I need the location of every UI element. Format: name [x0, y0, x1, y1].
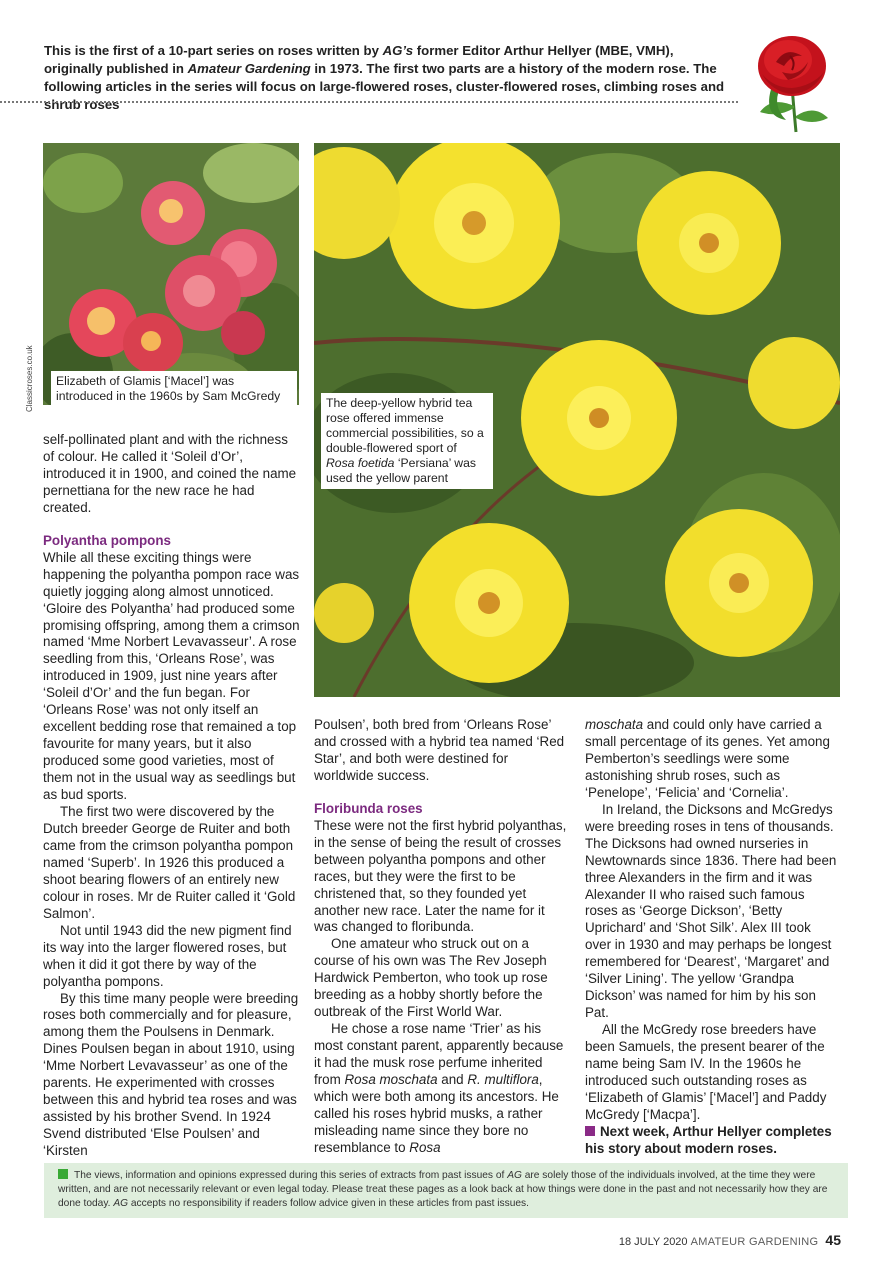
heading-polyantha-pompons: Polyantha pompons — [43, 532, 171, 548]
disclaimer-text-2: are solely those of the individuals involved, at the time they were written, and are not necessarily relevant or even legal today. Please treat these pages as a look back at how things were done in the past and not necessarily how they are done today. — [58, 1170, 828, 1209]
series-intro — [44, 42, 734, 114]
purple-square-icon — [585, 1126, 595, 1136]
disclaimer-ag-1: AG — [507, 1170, 522, 1181]
col1-paragraph-2: The first two were discovered by the Dutch breeder George de Ruiter and both came from the crimson polyantha pompon named ‘Superb’. In 1926 this produced a shoot bearing flowers of an entirely new colour in roses. Mr de Ruiter called it ‘Gold Salmon’. — [43, 804, 296, 921]
disclaimer-ag-2: AG — [113, 1198, 129, 1209]
col2-p3-text-2: and — [437, 1072, 468, 1088]
col2-p3-italic-3: Rosa — [409, 1139, 441, 1155]
col1-paragraph-1: While all these exciting things were happening the polyantha pompon race was quietly jogging along almost unnoticed. ‘Gloire des Polyantha’ had produced some promising offspring, among them a crimson named ‘Mme Norbert Levavasseur’. A rose seedling from this, ‘Orleans Rose’, was introduced in 1909, just nine years after ‘Soleil d’Or’ and the fun began. For ‘Orleans Rose’ was not only itself an excellent bedding rose that remained a top favourite for many years, but it also produced some good varieties, most of them not in the usual way as seedlings but as bud sports. — [43, 549, 300, 803]
col2-paragraph-3 — [314, 1021, 568, 1157]
col3-paragraph-1: In Ireland, the Dicksons and McGredys were breeding roses in tens of thousands. The Dicksons had owned nurseries in Newtownards since 1836. There had been three Alexanders in the firm and it was Alexander II who raised such famous roses as ‘George Dickson’, ‘Betty Uprichard’ and ‘Shot Silk’. Alex III took over in 1930 and may perhaps be longest remembered for ‘Dearest’, ‘Margaret’ and ‘Silver Lining’. The yellow ‘Grandpa Dickson’ was named for him by his son Pat. — [585, 801, 837, 1021]
page-footer — [619, 1232, 841, 1248]
col2-p3-italic-1: Rosa moschata — [344, 1072, 438, 1088]
col2-p3-italic-2: R. multiflora — [467, 1072, 539, 1088]
disclaimer-box — [44, 1163, 848, 1218]
col2-p3-text-3: , which were both among its ancestors. He called his roses hybrid musks, a rather misleading name since they bore no resemblance to — [314, 1072, 559, 1155]
intro-ag: AG’s — [382, 43, 414, 58]
disclaimer-text-3: accepts no responsibility if readers follow advice given in these articles from past issues. — [128, 1198, 529, 1209]
pink-rose-image — [43, 143, 299, 405]
col3-p0-text: and could only have carried a small percentage of its genes. Yet among Pemberton’s seedlings were some astonishing shrub roses, such as ‘Penelope’, ‘Felicia’ and ‘Cornelia’. — [585, 717, 830, 800]
col2-paragraph-2: One amateur who struck out on a course of his own was The Rev Joseph Hardwick Pemberton, who took up rose breeding as a hobby shortly before the outbreak of the First World War. — [314, 936, 548, 1020]
col3-paragraph-2: All the McGredy rose breeders have been Samuels, the present bearer of the name being Sam IV. In the 1960s he introduced such outstanding roses as ‘Elizabeth of Glamis’ [‘Macel’] and Paddy McGredy [‘Macpa’]. — [585, 1022, 827, 1122]
right-photo-caption — [321, 393, 493, 489]
right-caption-text-1: The deep-yellow hybrid tea rose offered immense commercial possibilities, so a double-flowered sport of — [326, 396, 484, 455]
right-caption-italic: Rosa foetida — [326, 456, 395, 470]
dotted-divider — [0, 101, 738, 103]
red-rose-icon — [742, 26, 840, 134]
magazine-name: AMATEUR GARDENING — [690, 1236, 819, 1248]
disclaimer-text-1: The views, information and opinions expressed during this series of extracts from past issues of — [74, 1170, 508, 1181]
left-photo-caption: Elizabeth of Glamis [‘Macel’] was introduced in the 1960s by Sam McGredy — [51, 371, 297, 405]
issue-date: 18 JULY 2020 — [618, 1236, 688, 1248]
col2-p3-text-1: He chose a rose name ‘Trier’ as his most constant parent, apparently because it had the musk rose perfume inherited from — [314, 1021, 564, 1088]
col1-paragraph-4: By this time many people were breeding roses both commercially and for pleasure, among them the Poulsens in Denmark. Dines Poulsen began in about 1910, using ‘Mme Norbert Levavasseur’ as one of the parents. He experimented with crosses between this and hybrid tea roses and was assisted by his brother Svend. In 1924 Svend distributed ‘Else Poulsen’ and ‘Kirsten — [43, 990, 299, 1159]
col1-paragraph-0: self-pollinated plant and with the richness of colour. He called it ‘Soleil d’Or’, introduced it in 1900, and coined the name pernettiana for the new race he had created. — [43, 432, 297, 515]
article-column-1 — [43, 432, 301, 1160]
intro-magazine: Amateur Gardening — [187, 61, 311, 76]
next-week-text: Next week, Arthur Hellyer completes his story about modern roses. — [585, 1123, 832, 1156]
col3-paragraph-0 — [585, 717, 839, 802]
pink-rose-photo — [43, 143, 299, 405]
col3-p0-italic: moschata — [585, 717, 644, 732]
col2-paragraph-0: Poulsen’, both bred from ‘Orleans Rose’ and crossed with a hybrid tea named ‘Red Star’, and both were destined for worldwide success. — [314, 717, 565, 783]
col2-paragraph-1: These were not the first hybrid polyanthas, in the sense of being the result of crosses between polyantha pompons and other races, but they were the first to be christened that, so they founded yet another new race. Later the name for it was changed to floribunda. — [314, 817, 567, 935]
photo-credit: Classicroses.co.uk — [25, 345, 34, 412]
heading-floribunda-roses: Floribunda roses — [314, 800, 423, 816]
intro-text-2: former Editor Arthur Hellyer (MBE, VMH), originally published in — [44, 43, 674, 76]
intro-text-1: This is the first of a 10-part series on roses written by — [44, 43, 383, 58]
right-caption-text-2: ‘Persiana’ was used the yellow parent — [326, 456, 476, 485]
next-week-teaser — [585, 1124, 839, 1158]
col1-paragraph-3: Not until 1943 did the new pigment find its way into the larger flowered roses, but when it did it got there by way of the polyantha pompons. — [43, 922, 292, 989]
green-square-icon — [58, 1169, 68, 1179]
article-column-3 — [585, 717, 839, 1158]
yellow-rose-photo — [314, 143, 840, 697]
page-number: 45 — [825, 1232, 841, 1248]
intro-text-3: in 1973. The first two parts are a history of the modern rose. The following articles in the series will focus on large-flowered roses, cluster-flowered roses, climbing roses and shrub roses — [44, 61, 725, 112]
article-column-2 — [314, 717, 568, 1157]
